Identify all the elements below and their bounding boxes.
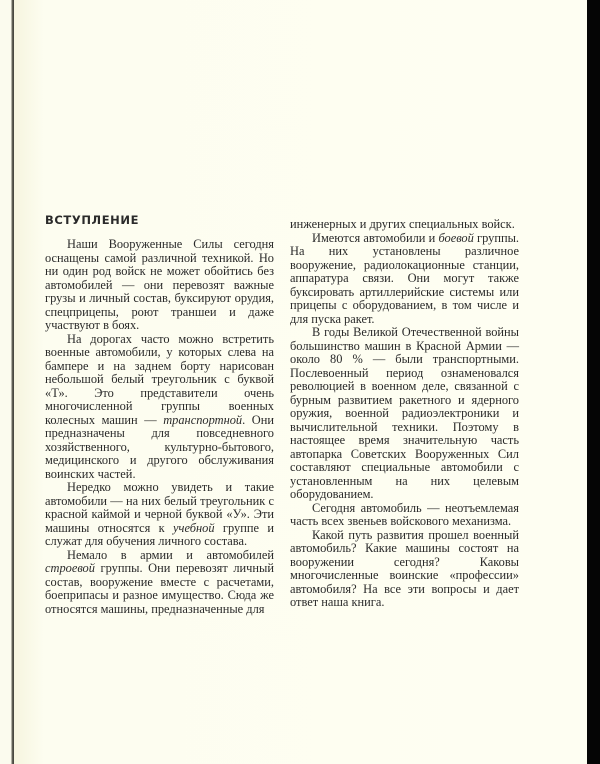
paragraph: Какой путь развития прошел военный автомобиль? Какие машины состоят на вооружении сегодня? Каковы многочисленные воинские «профессии» автомобиля? На все эти вопросы и дает ответ наша книга.	[290, 527, 519, 609]
paragraph: На дорогах часто можно встретить военные автомобили, у которых слева на бампере и на заднем борту нарисован небольшой белый треугольник с буквой «Т». Это представители очень многочисленной группы военных колесных машин — транспортной. Они предназначены для повседневного хозяйственного, культурно-бытового, медицинского и другого обслуживания воинских частей.	[45, 331, 274, 481]
page-left-edge-shadow	[0, 0, 14, 764]
scan-right-border	[587, 0, 600, 764]
emphasis: боевой	[438, 230, 474, 245]
left-column	[45, 218, 274, 616]
right-column	[290, 218, 519, 610]
paragraph: Наши Вооруженные Силы сегодня оснащены самой различной техникой. Но ни один род войск не может обойтись без автомобилей — они перевозят важные грузы и личный состав, буксируют орудия, спецприцепы, роют траншеи и даже участвуют в боях.	[45, 237, 274, 332]
paragraph: Нередко можно увидеть и такие автомобили — на них белый треугольник с красной каймой и черной буквой «У». Эти машины относятся к учебной группе и служат для обучения личного состава.	[45, 480, 274, 548]
emphasis: транспортной	[163, 412, 243, 427]
paragraph: В годы Великой Отечественной войны большинство машин в Красной Армии — около 80 % — были транспортными. Послевоенный период ознаменовался революцией в военном деле, связанной с бурным развитием ракетного и ядерного оружия, военной радиоэлектроники и вычислительной техники. Поэтому в настоящее время значительную часть автопарка Советских Вооруженных Сил составляют специальные автомобили с установленным на них целевым оборудованием.	[290, 325, 519, 501]
paragraph: Сегодня автомобиль — неотъемлемая часть всех звеньев войскового механизма.	[290, 500, 519, 528]
emphasis: строевой	[45, 561, 95, 575]
paragraph: Имеются автомобили и боевой группы. На них установлены различное вооружение, радиолокационные станции, аппаратура связи. Они могут также буксировать артиллерийские системы или прицепы с оборудованием, в том числе и для пуска ракет.	[290, 230, 520, 326]
section-heading: ВСТУПЛЕНИЕ	[45, 213, 140, 227]
paragraph: Немало в армии и автомобилей строевой группы. Они перевозят личный состав, вооружение вместе с расчетами, боеприпасы и разное имущество. Сюда же относятся машины, предназначенные для	[45, 547, 274, 616]
paragraph-continuation: инженерных и других специальных войск.	[290, 217, 515, 231]
emphasis: учебной	[173, 520, 215, 535]
